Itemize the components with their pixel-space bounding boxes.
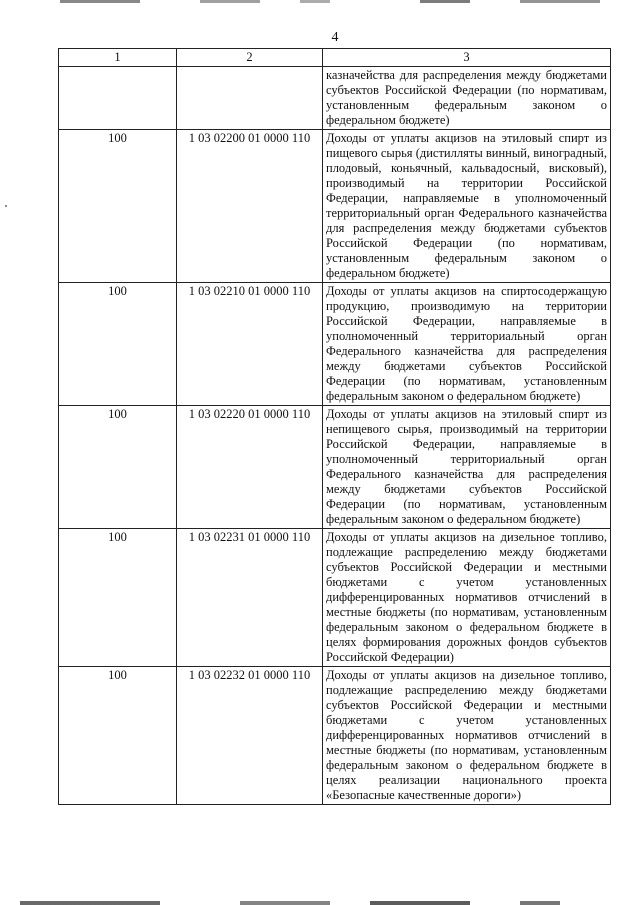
revenue-description-cell: Доходы от уплаты акцизов на этиловый спирт из пищевого сырья (дистилляты винный, виноградный, плодовый, коньячный, кальвадосный, висковый), производимый на территории Российской Федерации, направляемые в уполномоченный территориальный орган Федерального казначейства для распределения между бюджетами субъектов Российской Федерации (по нормативам, установленным федеральным законом о федеральном бюджете) — [323, 130, 611, 283]
scan-artifact-bottom — [0, 901, 640, 905]
page-number: 4 — [331, 30, 339, 45]
budget-classification-code-cell: 1 03 02210 01 0000 110 — [177, 283, 323, 406]
administrator-code-cell: 100 — [59, 667, 177, 805]
budget-classification-code-cell: 1 03 02231 01 0000 110 — [177, 529, 323, 667]
administrator-code-cell: 100 — [59, 529, 177, 667]
column-header-2: 2 — [177, 49, 323, 67]
revenue-codes-table — [58, 48, 611, 805]
revenue-description-cell: казначейства для распределения между бюджетами субъектов Российской Федерации (по нормативам, установленным федеральным законом о федеральном бюджете) — [323, 67, 611, 130]
table-header-row — [59, 49, 611, 67]
budget-classification-code-cell — [177, 67, 323, 130]
revenue-description-cell: Доходы от уплаты акцизов на спиртосодержащую продукцию, производимую на территории Российской Федерации, направляемые в уполномоченный территориальный орган Федерального казначейства для распределения между бюджетами субъектов Российской Федерации (по нормативам, установленным федеральным законом о федеральном бюджете) — [323, 283, 611, 406]
administrator-code-cell: 100 — [59, 406, 177, 529]
column-header-1: 1 — [59, 49, 177, 67]
table-row — [59, 406, 611, 529]
budget-classification-code-cell: 1 03 02200 01 0000 110 — [177, 130, 323, 283]
table-row — [59, 130, 611, 283]
administrator-code-cell: 100 — [59, 130, 177, 283]
budget-classification-code-cell: 1 03 02232 01 0000 110 — [177, 667, 323, 805]
administrator-code-cell — [59, 67, 177, 130]
table-row — [59, 67, 611, 130]
budget-classification-code-cell: 1 03 02220 01 0000 110 — [177, 406, 323, 529]
scan-artifact-top — [0, 0, 640, 3]
revenue-description-cell: Доходы от уплаты акцизов на дизельное топливо, подлежащие распределению между бюджетами субъектов Российской Федерации и местными бюджетами с учетом установленных дифференцированных нормативов отчислений в местные бюджеты (по нормативам, установленным федеральным законом о федеральном бюджете в целях формирования дорожных фондов субъектов Российской Федерации) — [323, 529, 611, 667]
table-row — [59, 667, 611, 805]
scan-speck — [5, 205, 7, 207]
table-row — [59, 283, 611, 406]
table-row — [59, 529, 611, 667]
administrator-code-cell: 100 — [59, 283, 177, 406]
revenue-description-cell: Доходы от уплаты акцизов на этиловый спирт из непищевого сырья, производимый на территории Российской Федерации, направляемые в уполномоченный территориальный орган Федерального казначейства для распределения между бюджетами субъектов Российской Федерации (по нормативам, установленным федеральным законом о федеральном бюджете) — [323, 406, 611, 529]
column-header-3: 3 — [323, 49, 611, 67]
revenue-description-cell: Доходы от уплаты акцизов на дизельное топливо, подлежащие распределению между бюджетами субъектов Российской Федерации и местными бюджетами с учетом установленных дифференцированных нормативов отчислений в местные бюджеты (по нормативам, установленным федеральным законом о федеральном бюджете в целях реализации национального проекта «Безопасные качественные дороги») — [323, 667, 611, 805]
